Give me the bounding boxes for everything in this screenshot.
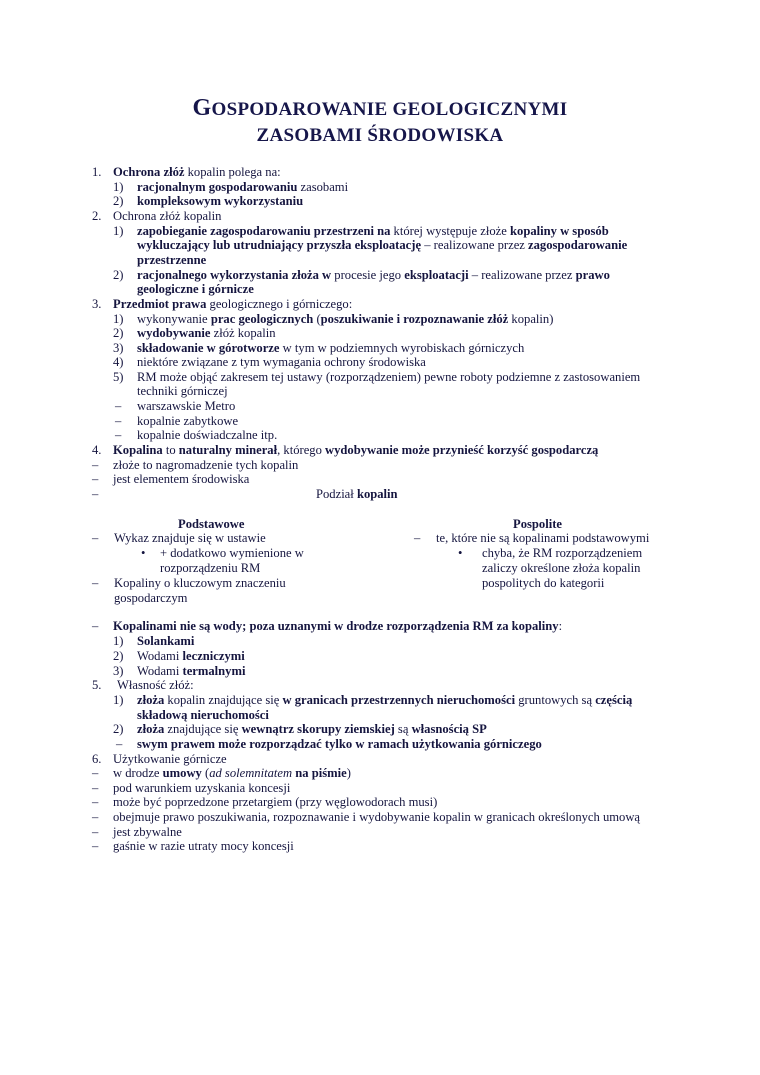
dash-marker: – [92,766,99,780]
division-heading: Podział kopalin [316,487,398,501]
section-2-heading: Ochrona złóż kopalin [113,209,222,223]
column-bullet-item-continuation: zaliczy określone złoża kopalin [482,561,641,575]
dash-item: pod warunkiem uzyskania koncesji [113,781,291,795]
dash-item: obejmuje prawo poszukiwania, rozpoznawanie i wydobywanie kopalin w granicach określonych umową [113,810,641,824]
dash-marker: – [92,810,99,824]
section-number: 1. [92,165,102,179]
list-item: Solankami [137,634,195,648]
list-item-continuation: techniki górniczej [137,384,228,398]
dash-marker: – [414,531,421,545]
section-number: 3. [92,297,102,311]
section-number: 2. [92,209,102,223]
dash-marker: – [115,428,122,442]
dash-item: jest zbywalne [113,825,182,839]
item-number: 1) [113,693,124,707]
section-3-heading: Przedmiot prawa geologicznego i górniczego: [113,297,353,311]
section-number: 4. [92,443,102,457]
dash-marker: – [92,619,99,633]
list-item: wydobywanie złóż kopalin [137,326,276,340]
section-4-heading: Kopalina to naturalny minerał, którego wydobywanie może przynieść korzyść gospodarczą [113,443,599,457]
section-number: 5. [92,678,102,692]
dash-marker: – [115,414,122,428]
item-number: 1) [113,180,124,194]
dash-item: swym prawem może rozporządzać tylko w ramach użytkowania górniczego [137,737,542,751]
section-number: 6. [92,752,102,766]
dash-item: warszawskie Metro [137,399,236,413]
list-item: racjonalnym gospodarowaniu zasobami [137,180,349,194]
dash-marker: – [92,576,99,590]
dash-item: złoże to nagromadzenie tych kopalin [113,458,299,472]
list-item: RM może objąć zakresem tej ustawy (rozporządzeniem) pewne roboty podziemne z zastosowaniem [137,370,641,384]
item-number: 3) [113,341,124,355]
item-number: 2) [113,326,124,340]
column-heading-pospolite: Pospolite [513,517,562,531]
column-item: Wykaz znajduje się w ustawie [114,531,266,545]
list-item: składowanie w górotworze w tym w podziemnych wyrobiskach górniczych [137,341,525,355]
list-item: złoża kopalin znajdujące się w granicach przestrzennych nieruchomości gruntowych są częścią [137,693,633,707]
item-number: 5) [113,370,124,384]
dash-marker: – [92,795,99,809]
item-number: 3) [113,664,124,678]
column-item: Kopaliny o kluczowym znaczeniu [114,576,286,590]
item-number: 2) [113,722,124,736]
item-number: 2) [113,649,124,663]
dash-marker: – [92,487,99,501]
section-5-heading: Własność złóż: [117,678,194,692]
dash-item: w drodze umowy (ad solemnitatem na piśmie) [113,766,351,780]
column-bullet-item: + dodatkowo wymienione w [160,546,304,560]
dash-marker: – [92,472,99,486]
dash-marker: – [92,825,99,839]
list-item-continuation: składową nieruchomości [137,708,269,722]
item-number: 1) [113,634,124,648]
column-heading-podstawowe: Podstawowe [178,517,245,531]
dash-marker: – [92,781,99,795]
column-bullet-item-continuation: rozporządzeniu RM [160,561,261,575]
list-item: złoża znajdujące się wewnątrz skorupy ziemskiej są własnością SP [137,722,487,736]
column-item-continuation: gospodarczym [114,591,188,605]
list-item-continuation: przestrzenne [137,253,207,267]
dash-item: kopalnie doświadczalne itp. [137,428,278,442]
dash-marker: – [116,737,123,751]
dash-marker: – [92,531,99,545]
list-item: racjonalnego wykorzystania złoża w procesie jego eksploatacji – realizowane przez prawo [137,268,610,282]
column-item: te, które nie są kopalinami podstawowymi [436,531,650,545]
column-bullet-item-continuation: pospolitych do kategorii [482,576,605,590]
document-title-line-1: GOSPODAROWANIE GEOLOGICZNYMI [192,95,568,121]
item-number: 2) [113,268,124,282]
dash-marker: – [115,399,122,413]
dash-marker: – [92,839,99,853]
list-item: Wodami termalnymi [137,664,246,678]
list-item-continuation: geologiczne i górnicze [137,282,254,296]
list-item: kompleksowym wykorzystaniu [137,194,304,208]
list-item: Wodami leczniczymi [137,649,245,663]
dash-item: jest elementem środowiska [113,472,250,486]
list-item: niektóre związane z tym wymagania ochrony środowiska [137,355,426,369]
list-item: zapobieganie zagospodarowaniu przestrzeni na której występuje złoże kopaliny w sposób [137,224,609,238]
dash-item: gaśnie w razie utraty mocy koncesji [113,839,294,853]
section-1-heading: Ochrona złóż kopalin polega na: [113,165,281,179]
item-number: 4) [113,355,124,369]
item-number: 2) [113,194,124,208]
column-bullet-item: chyba, że RM rozporządzeniem [482,546,643,560]
item-number: 1) [113,312,124,326]
bullet-marker: • [458,546,463,560]
list-item-continuation: wykluczający lub utrudniający przyszła eksploatację – realizowane przez zagospodarowanie [137,238,628,252]
dash-item: może być poprzedzone przetargiem (przy węglowodorach musi) [113,795,438,809]
bullet-marker: • [141,546,146,560]
section-6-heading: Użytkowanie górnicze [113,752,227,766]
non-minerals-heading: Kopalinami nie są wody; poza uznanymi w drodze rozporządzenia RM za kopaliny: [113,619,563,633]
item-number: 1) [113,224,124,238]
list-item: wykonywanie prac geologicznych (poszukiwanie i rozpoznawanie złóż kopalin) [137,312,554,326]
dash-item: kopalnie zabytkowe [137,414,239,428]
document-title-line-2: ZASOBAMI ŚRODOWISKA [256,125,504,146]
dash-marker: – [92,458,99,472]
